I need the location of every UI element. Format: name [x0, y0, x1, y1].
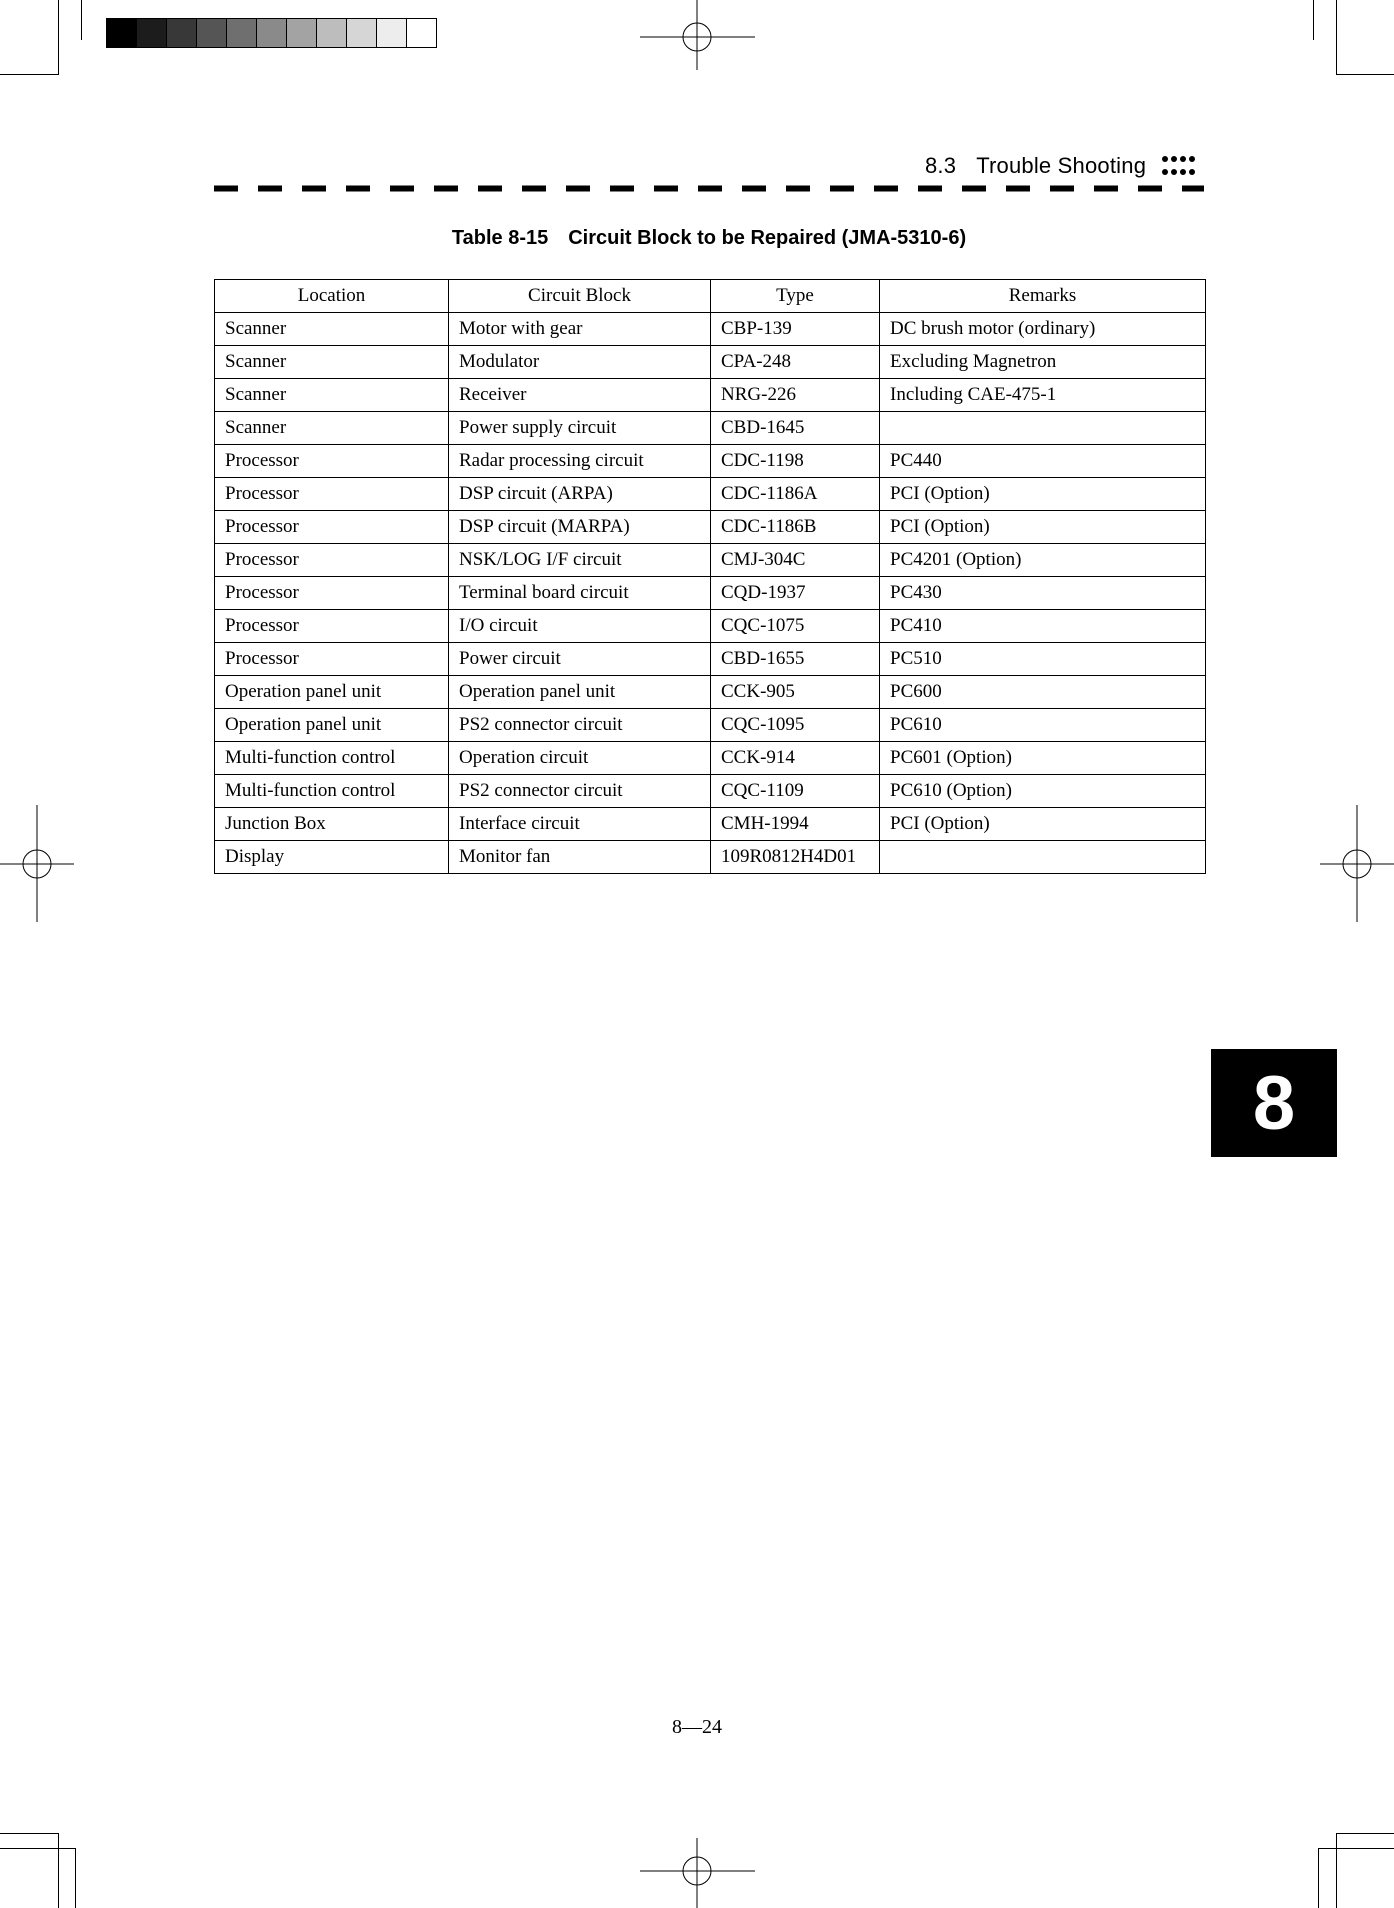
column-header-remarks: Remarks	[880, 280, 1206, 313]
cell-type: CMH-1994	[711, 808, 880, 841]
cell-remarks: PC440	[880, 445, 1206, 478]
cell-circuit-block: Interface circuit	[449, 808, 711, 841]
cell-remarks	[880, 412, 1206, 445]
cell-remarks: Including CAE-475-1	[880, 379, 1206, 412]
circuit-block-table	[214, 279, 1206, 874]
table-row	[215, 346, 1206, 379]
cell-location: Processor	[215, 577, 449, 610]
cell-type: CDC-1198	[711, 445, 880, 478]
section-number: 8.3	[925, 153, 957, 178]
cell-type: CCK-905	[711, 676, 880, 709]
cell-circuit-block: I/O circuit	[449, 610, 711, 643]
cell-remarks: PC601 (Option)	[880, 742, 1206, 775]
cell-circuit-block: Terminal board circuit	[449, 577, 711, 610]
cell-circuit-block: Operation panel unit	[449, 676, 711, 709]
table-row	[215, 412, 1206, 445]
cell-circuit-block: Radar processing circuit	[449, 445, 711, 478]
cell-location: Scanner	[215, 313, 449, 346]
cell-location: Processor	[215, 643, 449, 676]
cell-type: CCK-914	[711, 742, 880, 775]
table-row	[215, 478, 1206, 511]
cell-remarks: PCI (Option)	[880, 511, 1206, 544]
cell-location: Processor	[215, 544, 449, 577]
cell-type: CDC-1186B	[711, 511, 880, 544]
table-row	[215, 643, 1206, 676]
chapter-tab: 8	[1211, 1049, 1337, 1157]
header-dots-icon	[1160, 153, 1200, 181]
cell-circuit-block: Power supply circuit	[449, 412, 711, 445]
cell-location: Operation panel unit	[215, 709, 449, 742]
cell-location: Scanner	[215, 346, 449, 379]
cell-location: Multi-function control	[215, 742, 449, 775]
column-header-circuit-block: Circuit Block	[449, 280, 711, 313]
table-body	[215, 313, 1206, 874]
cell-location: Display	[215, 841, 449, 874]
table-row	[215, 313, 1206, 346]
table-row	[215, 742, 1206, 775]
cell-circuit-block: NSK/LOG I/F circuit	[449, 544, 711, 577]
cell-type: NRG-226	[711, 379, 880, 412]
table-row	[215, 808, 1206, 841]
cell-circuit-block: PS2 connector circuit	[449, 709, 711, 742]
cell-circuit-block: PS2 connector circuit	[449, 775, 711, 808]
table-row	[215, 676, 1206, 709]
cell-type: CPA-248	[711, 346, 880, 379]
table-row	[215, 379, 1206, 412]
cell-remarks: Excluding Magnetron	[880, 346, 1206, 379]
cell-location: Operation panel unit	[215, 676, 449, 709]
cell-circuit-block: Operation circuit	[449, 742, 711, 775]
table-number: Table 8-15	[451, 227, 549, 249]
cell-location: Scanner	[215, 379, 449, 412]
cell-remarks: PC600	[880, 676, 1206, 709]
cell-remarks	[880, 841, 1206, 874]
cell-type: CQC-1075	[711, 610, 880, 643]
cell-type: CBD-1655	[711, 643, 880, 676]
table-caption: Circuit Block to be Repaired (JMA-5310-6)	[568, 227, 967, 249]
cell-circuit-block: DSP circuit (MARPA)	[449, 511, 711, 544]
cell-circuit-block: Modulator	[449, 346, 711, 379]
header-dashed-rule	[214, 185, 1204, 192]
cell-type: CBD-1645	[711, 412, 880, 445]
cell-type: CBP-139	[711, 313, 880, 346]
cell-remarks: PCI (Option)	[880, 478, 1206, 511]
cell-remarks: DC brush motor (ordinary)	[880, 313, 1206, 346]
cell-location: Junction Box	[215, 808, 449, 841]
cell-circuit-block: Motor with gear	[449, 313, 711, 346]
table-row	[215, 445, 1206, 478]
cell-location: Processor	[215, 478, 449, 511]
cell-circuit-block: Power circuit	[449, 643, 711, 676]
table-row	[215, 841, 1206, 874]
page-number: 8—24	[672, 1716, 722, 1738]
cell-location: Processor	[215, 445, 449, 478]
table-row	[215, 577, 1206, 610]
cell-location: Scanner	[215, 412, 449, 445]
cell-remarks: PC410	[880, 610, 1206, 643]
cell-remarks: PC4201 (Option)	[880, 544, 1206, 577]
section-title: Trouble Shooting	[976, 153, 1147, 178]
table-row	[215, 610, 1206, 643]
cell-location: Multi-function control	[215, 775, 449, 808]
table-row	[215, 544, 1206, 577]
cell-location: Processor	[215, 610, 449, 643]
cell-type: CQC-1095	[711, 709, 880, 742]
cell-remarks: PC510	[880, 643, 1206, 676]
cell-type: CMJ-304C	[711, 544, 880, 577]
table-row	[215, 775, 1206, 808]
table-title	[214, 227, 1204, 250]
cell-type: 109R0812H4D01	[711, 841, 880, 874]
cell-remarks: PC430	[880, 577, 1206, 610]
section-header	[925, 153, 1146, 179]
cell-type: CQC-1109	[711, 775, 880, 808]
cell-circuit-block: Receiver	[449, 379, 711, 412]
column-header-type: Type	[711, 280, 880, 313]
table-row	[215, 511, 1206, 544]
cell-circuit-block: DSP circuit (ARPA)	[449, 478, 711, 511]
cell-type: CQD-1937	[711, 577, 880, 610]
cell-remarks: PC610 (Option)	[880, 775, 1206, 808]
cell-circuit-block: Monitor fan	[449, 841, 711, 874]
cell-remarks: PCI (Option)	[880, 808, 1206, 841]
table-row	[215, 709, 1206, 742]
cell-remarks: PC610	[880, 709, 1206, 742]
column-header-location: Location	[215, 280, 449, 313]
table-header-row	[215, 280, 1206, 313]
cell-type: CDC-1186A	[711, 478, 880, 511]
cell-location: Processor	[215, 511, 449, 544]
